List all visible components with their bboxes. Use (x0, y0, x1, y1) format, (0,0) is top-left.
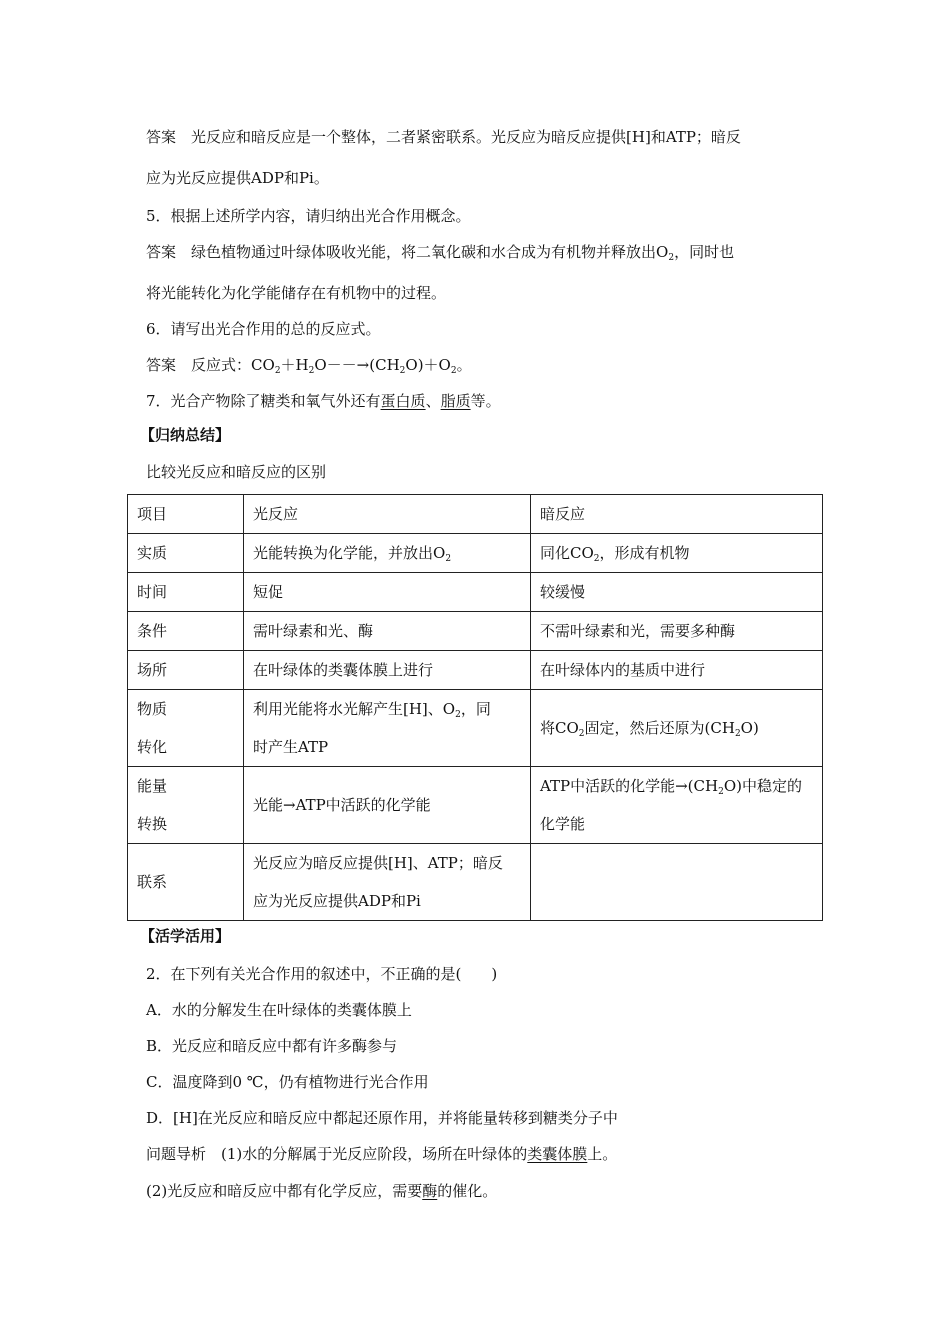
answer-6: 答案 反应式：$CO_2+H_2O--\to(CH_2O)+O_2$。 (146, 356, 472, 376)
table-cell: 在叶绿体的类囊体膜上进行 (244, 651, 531, 690)
table-cell: 不需叶绿素和光，需要多种酶 (531, 612, 823, 651)
table-cell: 需叶绿素和光、酶 (244, 612, 531, 651)
answer-paragraph-1-line-2: 应为光反应提供ADP和Pi。 (146, 169, 329, 187)
table-cell: 光能转换为化学能，并放出$O_2$ (244, 534, 531, 573)
table-cell (531, 844, 823, 921)
table-cell: 在叶绿体内的基质中进行 (531, 651, 823, 690)
table-cell: 利用光能将水光解产生[H]、$O_2$，同 时产生ATP (244, 690, 531, 767)
table-cell: 项目 (128, 495, 244, 534)
table-cell: 光能→ATP中活跃的化学能 (244, 767, 531, 844)
option-b: B．光反应和暗反应中都有许多酶参与 (146, 1037, 398, 1055)
answer-label: 答案 (146, 243, 177, 261)
underlined-answer-thylakoid: 类囊体膜 (527, 1145, 588, 1163)
table-row (128, 690, 823, 767)
question-6: 6．请写出光合作用的总的反应式。 (146, 320, 381, 338)
table-cell: 联系 (128, 844, 244, 921)
table-cell: 同化$CO_2$，形成有机物 (531, 534, 823, 573)
guide-line-2: (2)光反应和暗反应中都有化学反应，需要酶的催化。 (146, 1182, 498, 1200)
table-cell: 短促 (244, 573, 531, 612)
table-cell: 光反应 (244, 495, 531, 534)
question-2: 2．在下列有关光合作用的叙述中，不正确的是( ) (146, 965, 498, 983)
table-row (128, 534, 823, 573)
guide-label: 问题导析 (146, 1145, 207, 1163)
table-cell: 能量 转换 (128, 767, 244, 844)
underlined-answer-enzyme: 酶 (422, 1182, 438, 1200)
underlined-answer-lipid: 脂质 (440, 392, 471, 410)
table-cell: 场所 (128, 651, 244, 690)
table-row (128, 651, 823, 690)
answer-5-line-2: 将光能转化为化学能储存在有机物中的过程。 (146, 284, 447, 302)
question-5: 5．根据上述所学内容，请归纳出光合作用概念。 (146, 207, 471, 225)
comparison-table (127, 494, 823, 921)
table-header-row (128, 495, 823, 534)
underlined-answer-protein: 蛋白质 (380, 392, 426, 410)
option-c: C．温度降到0 ℃，仍有植物进行光合作用 (146, 1073, 429, 1091)
answer-label: 答案 (146, 356, 177, 374)
table-cell: 时间 (128, 573, 244, 612)
table-row (128, 573, 823, 612)
option-d: D．[H]在光反应和暗反应中都起还原作用，并将能量转移到糖类分子中 (146, 1109, 618, 1127)
table-caption: 比较光反应和暗反应的区别 (146, 463, 327, 481)
table-row (128, 612, 823, 651)
table-cell: 光反应为暗反应提供[H]、ATP；暗反 应为光反应提供ADP和Pi (244, 844, 531, 921)
table-row (128, 844, 823, 921)
table-cell: 暗反应 (531, 495, 823, 534)
answer-5-line-1: 答案 绿色植物通过叶绿体吸收光能，将二氧化碳和水合成为有机物并释放出$O_2$，同时也 (146, 243, 735, 263)
question-7: 7．光合产物除了糖类和氧气外还有蛋白质、脂质等。 (146, 392, 501, 410)
table-cell: 物质 转化 (128, 690, 244, 767)
table-cell: 实质 (128, 534, 244, 573)
table-row (128, 767, 823, 844)
option-a: A．水的分解发生在叶绿体的类囊体膜上 (146, 1001, 412, 1019)
guide-line-1: 问题导析 (1)水的分解属于光反应阶段，场所在叶绿体的类囊体膜上。 (146, 1145, 618, 1163)
table-cell: ATP中活跃的化学能$\to(CH_2O)$中稳定的 化学能 (531, 767, 823, 844)
practice-heading: 【活学活用】 (140, 927, 231, 945)
summary-heading: 【归纳总结】 (140, 426, 231, 444)
answer-label: 答案 (146, 128, 177, 146)
answer-paragraph-1-line-1: 答案 光反应和暗反应是一个整体，二者紧密联系。光反应为暗反应提供[H]和ATP；暗反 (146, 128, 741, 146)
table-cell: 将$CO_2$固定，然后还原为$(CH_2O)$ (531, 690, 823, 767)
table-cell: 条件 (128, 612, 244, 651)
table-cell: 较缓慢 (531, 573, 823, 612)
